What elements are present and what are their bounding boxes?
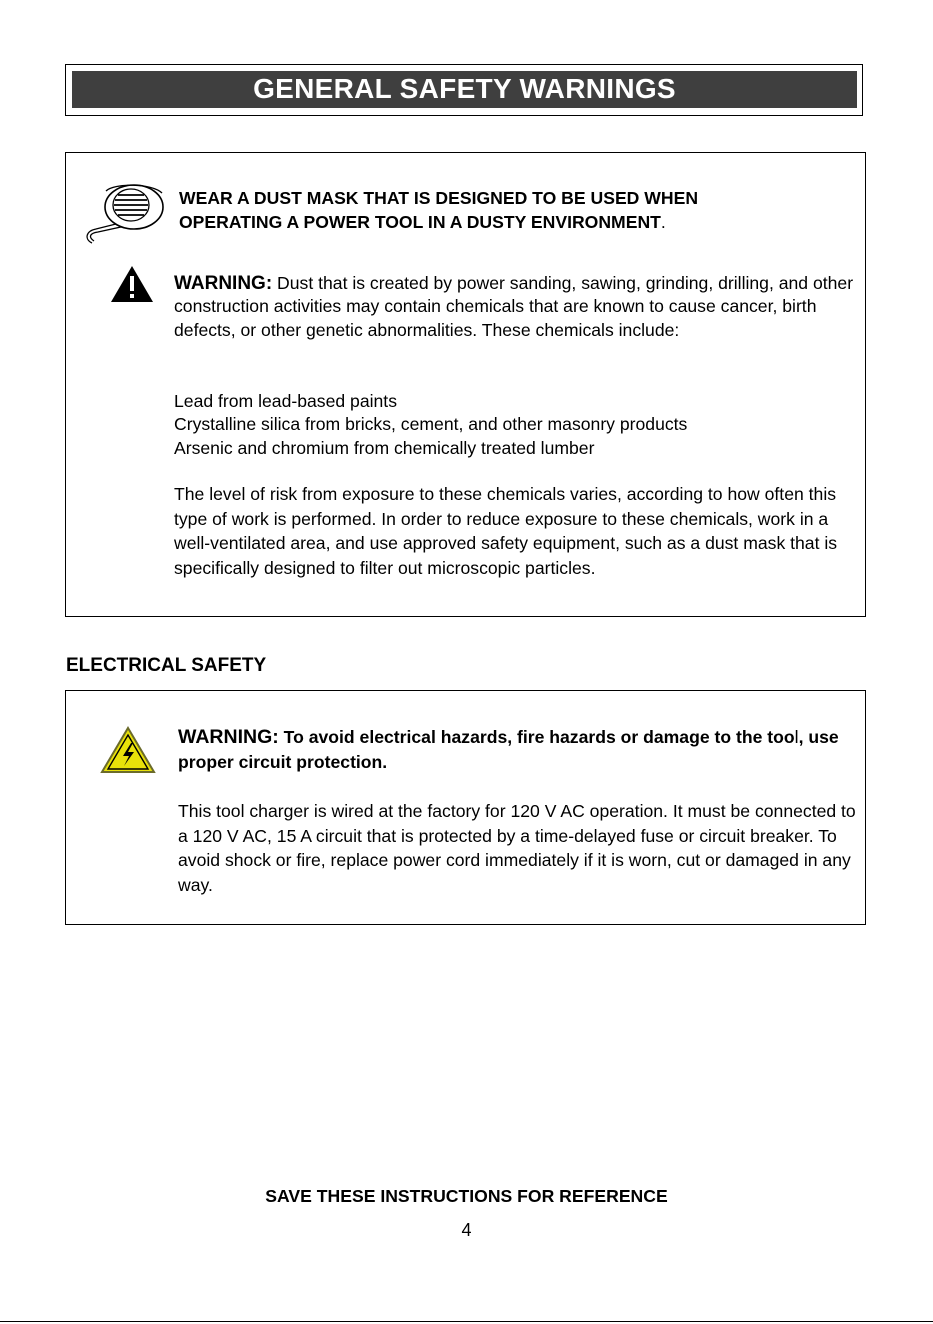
electrical-safety-title: ELECTRICAL SAFETY [66,655,267,676]
save-instructions-note: SAVE THESE INSTRUCTIONS FOR REFERENCE [265,1186,668,1206]
page-number: 4 [461,1220,472,1240]
electrical-warning-box [65,690,866,925]
dust-mask-heading [179,186,829,234]
warning-triangle-icon [110,265,154,303]
title-banner [65,64,863,116]
warning-body-a: To avoid electrical hazards, fire hazards or damage to the too [278,727,795,747]
electrical-warning-text [178,725,858,775]
page-title: GENERAL SAFETY WARNINGS [72,71,857,108]
electrical-hazard-icon [100,726,156,774]
risk-paragraph: The level of risk from exposure to these chemicals varies, according to how often this type of work is performed. In order to reduce exposure to these chemicals, work in a well-ventilated area, and use approved safety equipment, such as a dust mask that is specifically designed to filter out microscopic particles. [174,484,838,578]
dust-mask-icon [84,181,172,251]
list-item: Arsenic and chromium from chemically treated lumber [174,437,595,458]
dust-mask-heading-line2: OPERATING A POWER TOOL IN A DUSTY ENVIRONMENT [179,212,661,232]
dust-warning-box [65,152,866,617]
warning-label: WARNING: [178,726,279,748]
dust-mask-heading-line1: WEAR A DUST MASK THAT IS DESIGNED TO BE USED WHEN [179,188,699,208]
list-item: Lead from lead-based paints [174,391,397,411]
electrical-paragraph: This tool charger is wired at the factory for 120 V AC operation. It must be connected to a 120 V AC, 15 A circuit that is protected by a time-delayed fuse or circuit breaker. To avoid shock or fire, replace power cord immediately if it is worn, cut or damaged in any way. [178,801,856,895]
warning-body: Dust that is created by power sanding, sawing, grinding, drilling, and other construction activities may contain chemicals that are known to cause cancer, birth defects, or other genetic abnormalities. These chemicals include: [174,273,854,340]
bottom-divider [0,1321,933,1322]
dust-warning-text [174,272,854,342]
warning-body-l: l [794,727,799,747]
list-item: Crystalline silica from bricks, cement, and other masonry products [174,414,688,435]
chemicals-list [174,390,854,460]
warning-body-b: , use proper circuit protection. [178,727,839,772]
dust-mask-heading-period: . [660,212,666,232]
warning-label: WARNING: [174,273,273,294]
